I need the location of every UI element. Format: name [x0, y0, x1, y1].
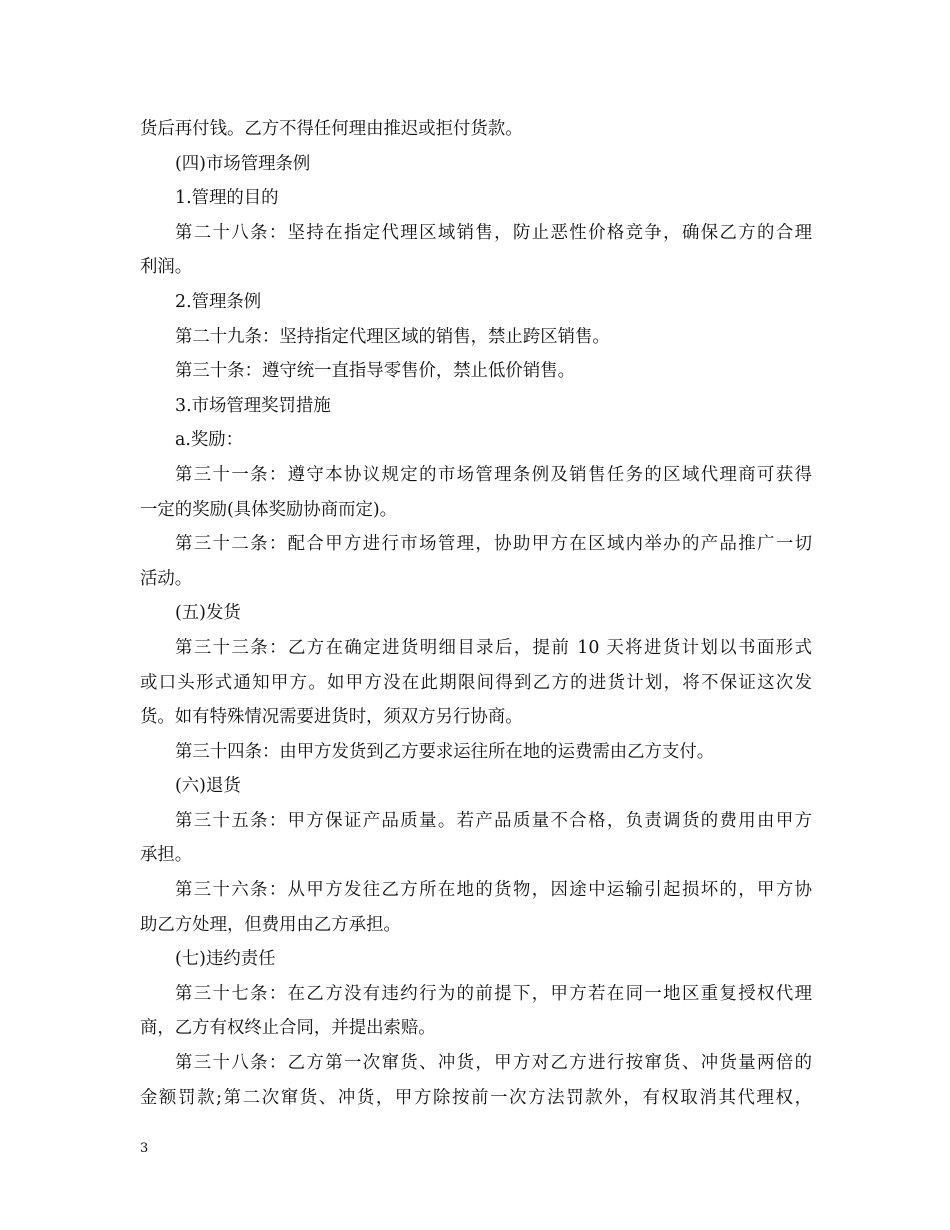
text-line: 第三十七条：在乙方没有违约行为的前提下，甲方若在同一地区重复授权代理 [175, 983, 812, 1004]
text-line: 活动。 [140, 568, 193, 589]
text-line: 第三十五条：甲方保证产品质量。若产品质量不合格，负责调货的费用由甲方 [175, 810, 812, 831]
text-line: 第三十四条：由甲方发货到乙方要求运往所在地的运费需由乙方支付。 [175, 741, 715, 762]
page-number: 3 [140, 1141, 149, 1156]
text-line: 第三十六条：从甲方发往乙方所在地的货物，因途中运输引起损坏的，甲方协 [175, 880, 812, 901]
text-line: 商，乙方有权终止合同，并提出索赔。 [140, 1018, 436, 1039]
document-body [140, 112, 812, 1115]
text-line: 2.管理条例 [175, 291, 262, 312]
text-line: a.奖励： [175, 430, 244, 451]
text-line: 第三十一条：遵守本协议规定的市场管理条例及销售任务的区域代理商可获得 [175, 464, 812, 485]
text-line: 货后再付钱。乙方不得任何理由推迟或拒付货款。 [140, 119, 523, 139]
text-line: (七)违约责任 [175, 949, 276, 970]
text-line: 第三十三条：乙方在确定进货明细目录后，提前 10 天将进货计划以书面形式 [175, 637, 812, 658]
text-line: (五)发货 [175, 603, 241, 624]
text-line: 3.市场管理奖罚措施 [175, 395, 331, 416]
text-line: 第二十九条：坚持指定代理区域的销售，禁止跨区销售。 [175, 326, 610, 347]
text-line: (六)退货 [175, 776, 241, 797]
text-line: 承担。 [140, 845, 193, 866]
text-line: 或口头形式通知甲方。如甲方没在此期限间得到乙方的进货计划，将不保证这次发 [140, 672, 812, 693]
text-line: (四)市场管理条例 [175, 153, 311, 174]
text-line: 第三十条：遵守统一直指导零售价，禁止低价销售。 [175, 361, 575, 382]
text-line: 第三十八条：乙方第一次窜货、冲货，甲方对乙方进行按窜货、冲货量两倍的 [175, 1053, 812, 1074]
text-line: 助乙方处理，但费用由乙方承担。 [140, 914, 401, 935]
text-line: 一定的奖励(具体奖励协商而定)。 [140, 499, 398, 520]
text-line: 第三十二条：配合甲方进行市场管理，协助甲方在区域内举办的产品推广一切 [175, 534, 812, 555]
text-line: 第二十八条：坚持在指定代理区域销售，防止恶性价格竞争，确保乙方的合理 [175, 222, 812, 243]
text-line: 1.管理的目的 [175, 188, 279, 209]
text-line: 货。如有特殊情况需要进货时，须双方另行协商。 [140, 707, 523, 728]
text-line: 金额罚款;第二次窜货、冲货，甲方除按前一次方法罚款外，有权取消其代理权， [140, 1087, 812, 1108]
text-line: 利润。 [140, 257, 193, 278]
